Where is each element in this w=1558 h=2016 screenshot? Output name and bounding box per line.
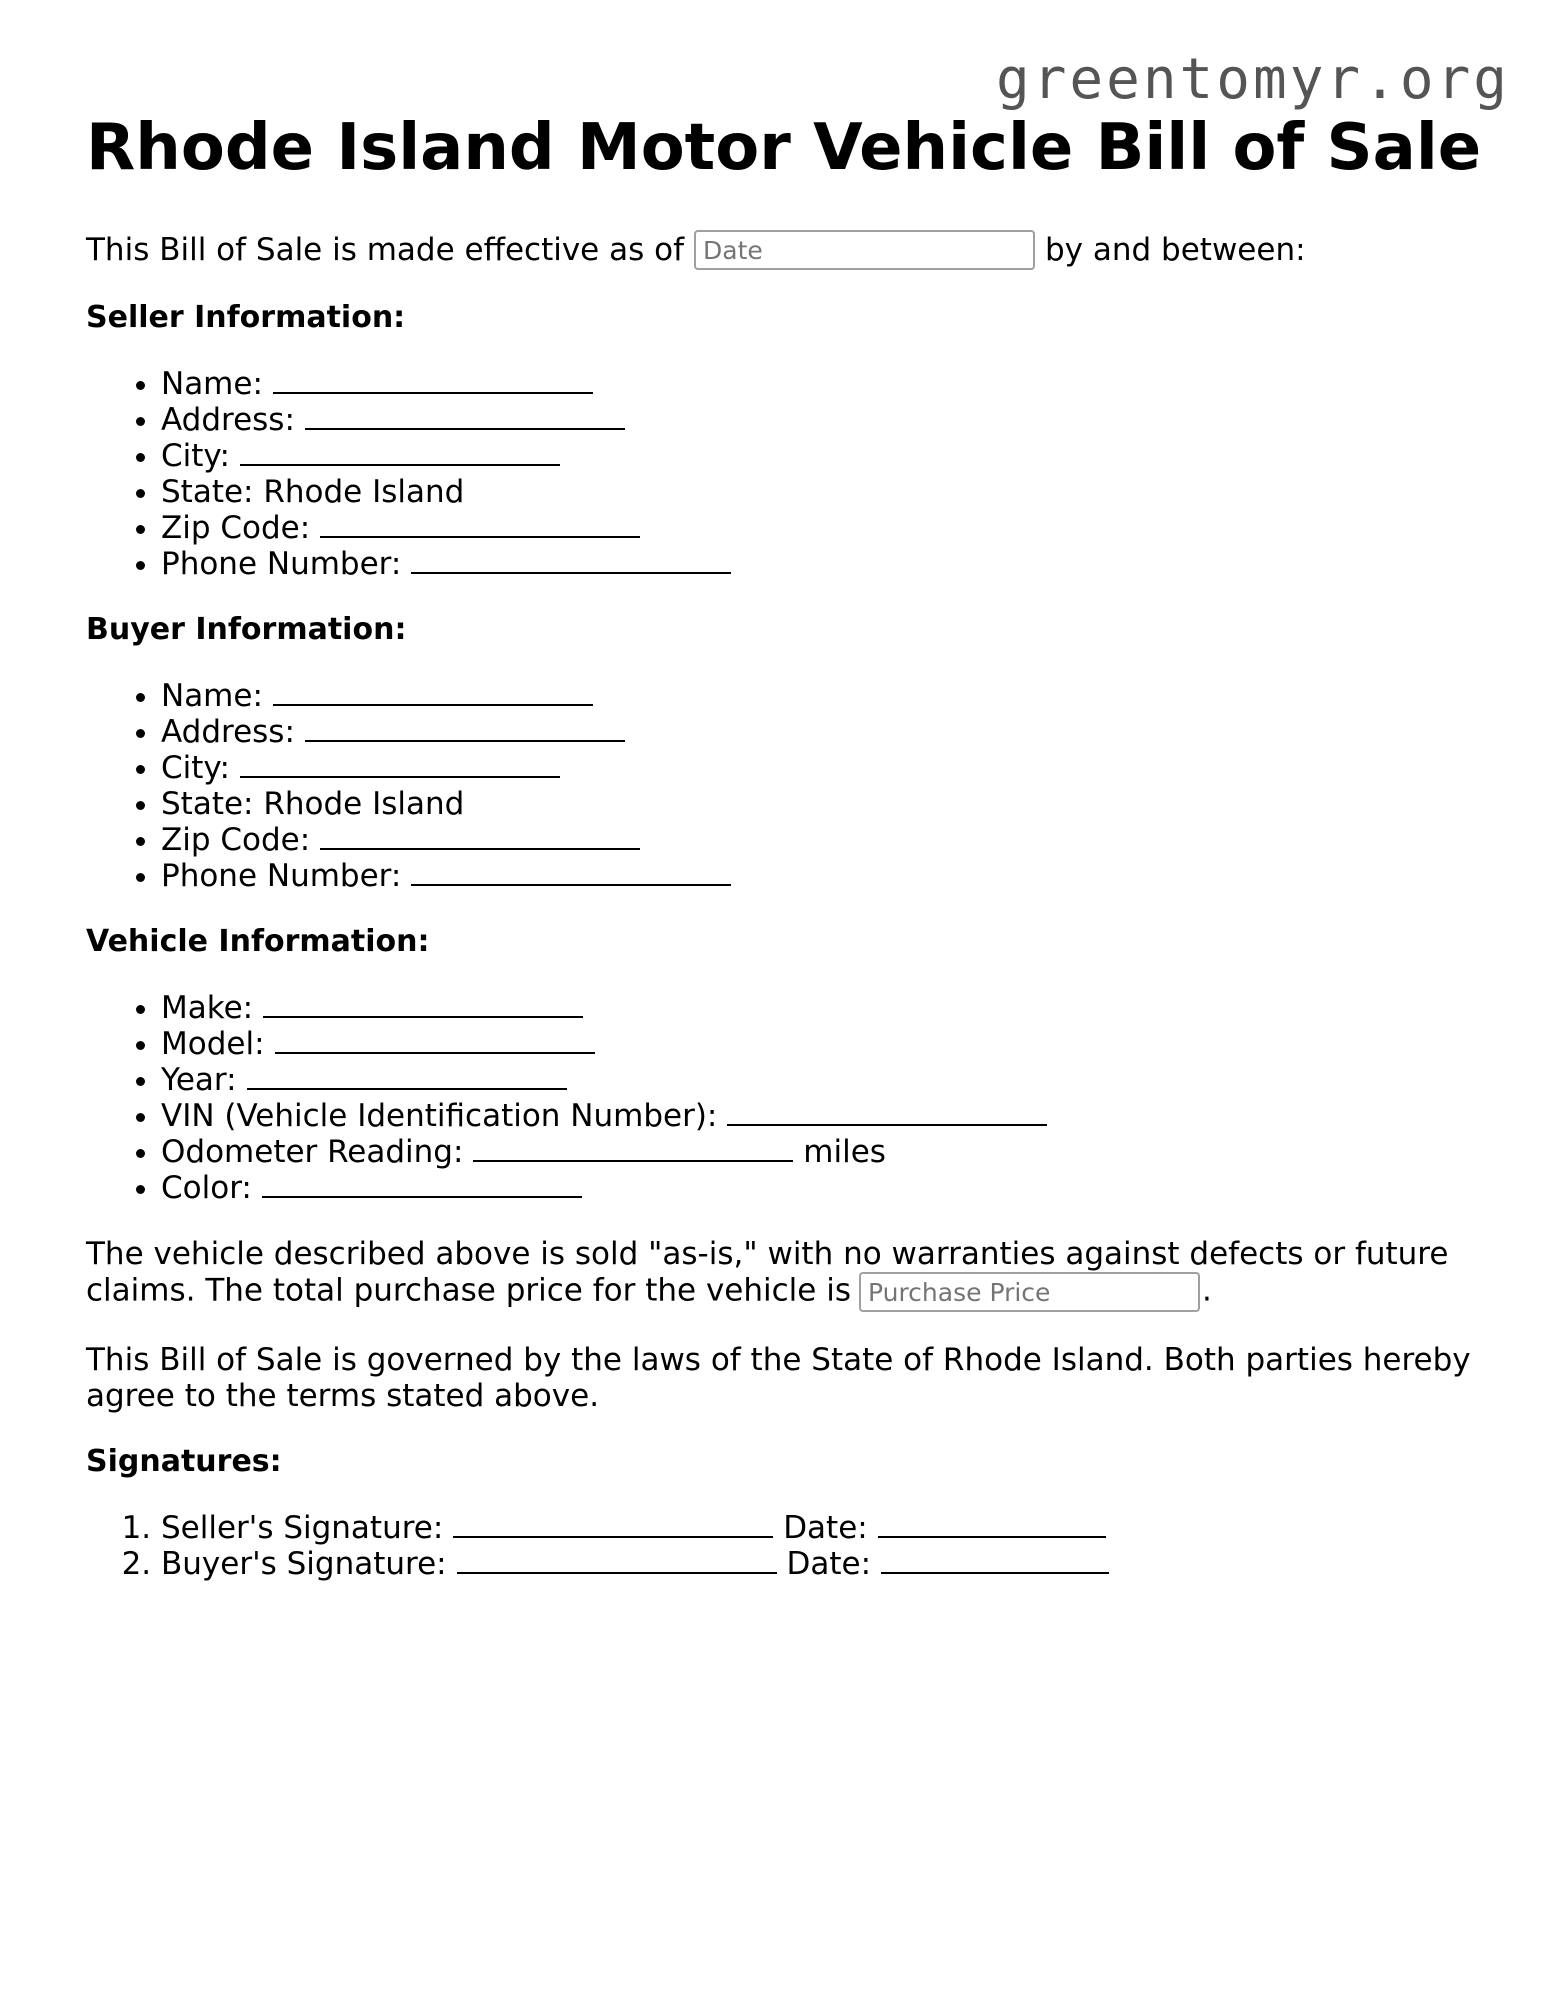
signatures-heading: Signatures: [86, 1444, 282, 1479]
seller-city-blank [240, 439, 560, 466]
price-text-after: . [1201, 1272, 1212, 1309]
field-label: VIN (Vehicle Identification Number): [161, 1098, 718, 1134]
field-label: City: [161, 438, 230, 474]
odometer-unit: miles [803, 1134, 886, 1170]
vehicle-fields-list [86, 990, 1486, 1206]
list-item [161, 546, 1486, 582]
list-item [161, 714, 1486, 750]
vehicle-heading: Vehicle Information: [86, 924, 430, 959]
field-label: Address: [161, 714, 295, 750]
buyer-city-blank [240, 751, 560, 778]
intro-text-after: by and between: [1045, 232, 1306, 268]
vehicle-make-blank [263, 991, 583, 1018]
list-item [161, 366, 1486, 402]
vehicle-model-blank [275, 1027, 595, 1054]
vehicle-color-blank [262, 1171, 582, 1198]
date-input[interactable] [694, 230, 1035, 270]
seller-fields-list [86, 366, 1486, 582]
price-paragraph [86, 1236, 1486, 1312]
field-label: Model: [161, 1026, 265, 1062]
signature-label: Buyer's Signature: [161, 1546, 447, 1582]
list-item [161, 510, 1486, 546]
seller-zip-blank [320, 511, 640, 538]
buyer-address-blank [305, 715, 625, 742]
seller-signature-blank [453, 1511, 773, 1538]
list-item [161, 678, 1486, 714]
buyer-date-blank [881, 1547, 1109, 1574]
list-item [161, 858, 1486, 894]
buyer-fields-list [86, 678, 1486, 894]
list-item [161, 1546, 1486, 1582]
buyer-name-blank [273, 679, 593, 706]
list-item [161, 1026, 1486, 1062]
list-item [161, 750, 1486, 786]
list-item [161, 1170, 1486, 1206]
vehicle-year-blank [247, 1063, 567, 1090]
list-item [161, 1062, 1486, 1098]
field-label: Color: [161, 1170, 252, 1206]
field-label: City: [161, 750, 230, 786]
list-item [161, 822, 1486, 858]
buyer-phone-blank [411, 859, 731, 886]
list-item [161, 1098, 1486, 1134]
page-title: Rhode Island Motor Vehicle Bill of Sale [86, 111, 1482, 185]
governing-law-paragraph: This Bill of Sale is governed by the laws of the State of Rhode Island. Both parties hereby agree to the terms stated above. [86, 1342, 1471, 1414]
field-label: Name: [161, 678, 263, 714]
field-label: Zip Code: [161, 822, 311, 858]
seller-name-blank [273, 367, 593, 394]
field-label: State: Rhode Island [161, 786, 465, 822]
intro-paragraph [86, 230, 1486, 270]
field-label: Year: [161, 1062, 237, 1098]
list-item [161, 438, 1486, 474]
buyer-zip-blank [320, 823, 640, 850]
date-label: Date: [783, 1510, 868, 1546]
watermark: greentomyr.org [995, 47, 1510, 112]
signatures-list [86, 1510, 1486, 1582]
list-item [161, 402, 1486, 438]
list-item [161, 786, 1486, 822]
seller-heading: Seller Information: [86, 300, 406, 335]
seller-phone-blank [411, 547, 731, 574]
field-label: Address: [161, 402, 295, 438]
field-label: Name: [161, 366, 263, 402]
signature-label: Seller's Signature: [161, 1510, 444, 1546]
field-label: Phone Number: [161, 858, 402, 894]
list-item [161, 474, 1486, 510]
purchase-price-input[interactable] [859, 1272, 1200, 1312]
field-label: Odometer Reading: [161, 1134, 464, 1170]
vehicle-vin-blank [727, 1099, 1047, 1126]
list-item [161, 990, 1486, 1026]
price-text-before: The vehicle described above is sold "as-is," with no warranties against defects or future claims. The total purchase price for the vehicle is [86, 1236, 1449, 1309]
list-item [161, 1510, 1486, 1546]
field-label: Zip Code: [161, 510, 311, 546]
field-label: State: Rhode Island [161, 474, 465, 510]
field-label: Make: [161, 990, 254, 1026]
list-item [161, 1134, 1486, 1170]
seller-address-blank [305, 403, 625, 430]
document-page [86, 108, 1486, 1582]
intro-text-before: This Bill of Sale is made effective as of [86, 232, 684, 268]
date-label: Date: [786, 1546, 872, 1582]
buyer-signature-blank [457, 1547, 777, 1574]
seller-date-blank [878, 1511, 1106, 1538]
field-label: Phone Number: [161, 546, 402, 582]
vehicle-odometer-blank [473, 1135, 793, 1162]
buyer-heading: Buyer Information: [86, 612, 407, 647]
